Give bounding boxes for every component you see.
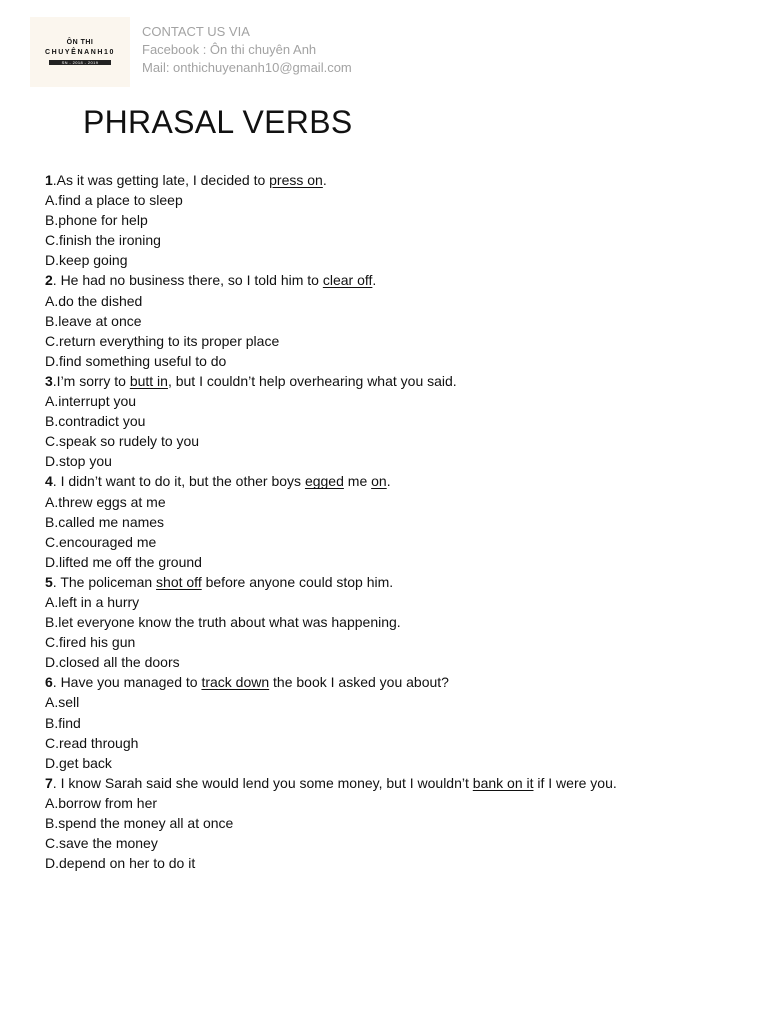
logo-line-2: CHUYÊNANH10 <box>44 49 116 56</box>
stem-text: . <box>372 272 377 289</box>
option-c: C.save the money <box>45 835 158 852</box>
contact-mail: Mail: onthichuyenanh10@gmail.com <box>142 60 352 75</box>
underlined-phrase: press on <box>269 172 323 188</box>
option-d: D.stop you <box>45 453 112 470</box>
contact-info <box>142 23 352 77</box>
question-6-stem <box>45 672 660 692</box>
stem-text: .I’m sorry to <box>52 372 130 389</box>
underlined-phrase: clear off <box>322 272 373 289</box>
option-a: A.do the dished <box>45 292 143 309</box>
underlined-phrase: butt in <box>129 372 168 389</box>
option-a: A.interrupt you <box>45 393 137 410</box>
stem-text: before anyone could stop him. <box>201 573 394 590</box>
page-title: PHRASAL VERBS <box>83 104 353 140</box>
option-c: C.fired his gun <box>45 634 136 651</box>
question-number: 2 <box>45 272 53 289</box>
question-4-stem <box>45 471 660 491</box>
option-b: B.spend the money all at once <box>45 815 234 831</box>
underlined-phrase: bank on it <box>472 774 534 791</box>
option-a: A.threw eggs at me <box>45 493 166 510</box>
underlined-phrase: shot off <box>156 573 202 590</box>
question-number: 3 <box>45 372 53 389</box>
underlined-phrase: egged <box>304 473 344 490</box>
stem-text: me <box>343 473 372 490</box>
option-c: C.encouraged me <box>45 533 157 550</box>
option-a: A.borrow from her <box>45 794 158 811</box>
option-d: D.lifted me off the ground <box>45 553 202 570</box>
option-c: C.speak so rudely to you <box>45 433 200 450</box>
option-c: C.return everything to its proper place <box>45 332 280 349</box>
option-a: A.sell <box>45 694 80 711</box>
stem-text: .As it was getting late, I decided to <box>52 172 270 188</box>
stem-text: . <box>386 473 391 490</box>
question-number: 7 <box>45 774 53 791</box>
logo-line-3: SN - 2018 - 2019 <box>49 60 111 65</box>
option-b: B.phone for help <box>45 212 148 229</box>
question-7-stem <box>45 773 660 793</box>
option-d: D.closed all the doors <box>45 654 180 671</box>
question-3-stem <box>45 371 660 391</box>
stem-text: . Have you managed to <box>52 674 202 691</box>
option-a: A.find a place to sleep <box>45 192 183 209</box>
option-c: C.finish the ironing <box>45 232 161 249</box>
underlined-phrase: track down <box>201 674 270 691</box>
question-number: 1 <box>45 172 53 188</box>
contact-heading: CONTACT US VIA <box>142 24 250 39</box>
option-b: B.called me names <box>45 513 165 530</box>
option-d: D.depend on her to do it <box>45 855 196 872</box>
question-list <box>45 170 660 873</box>
question-5-stem <box>45 572 660 592</box>
option-d: D.keep going <box>45 252 128 269</box>
stem-text: . I know Sarah said she would lend you some money, but I wouldn’t <box>52 774 473 791</box>
option-b: B.contradict you <box>45 413 146 430</box>
option-c: C.read through <box>45 734 139 751</box>
option-b: B.leave at once <box>45 312 142 329</box>
question-2-stem <box>45 270 660 290</box>
stem-text: . I didn’t want to do it, but the other boys <box>52 473 305 490</box>
stem-text: . He had no business there, so I told him to <box>52 272 323 289</box>
question-1-stem <box>45 170 660 190</box>
stem-text: , but I couldn’t help overhearing what you said. <box>167 372 457 389</box>
logo <box>30 17 130 87</box>
option-d: D.get back <box>45 754 112 771</box>
question-number: 6 <box>45 674 53 691</box>
option-a: A.left in a hurry <box>45 593 140 610</box>
stem-text: . <box>322 172 327 188</box>
stem-text: the book I asked you about? <box>269 674 449 691</box>
question-number: 4 <box>45 473 53 490</box>
stem-text: if I were you. <box>533 774 617 791</box>
option-b: B.find <box>45 714 81 731</box>
option-b: B.let everyone know the truth about what was happening. <box>45 614 401 631</box>
option-d: D.find something useful to do <box>45 352 227 369</box>
question-number: 5 <box>45 573 53 590</box>
logo-line-1: ÔN THI <box>66 39 94 46</box>
contact-facebook: Facebook : Ôn thi chuyên Anh <box>142 42 317 57</box>
stem-text: . The policeman <box>52 573 157 590</box>
underlined-phrase: on <box>371 473 387 490</box>
